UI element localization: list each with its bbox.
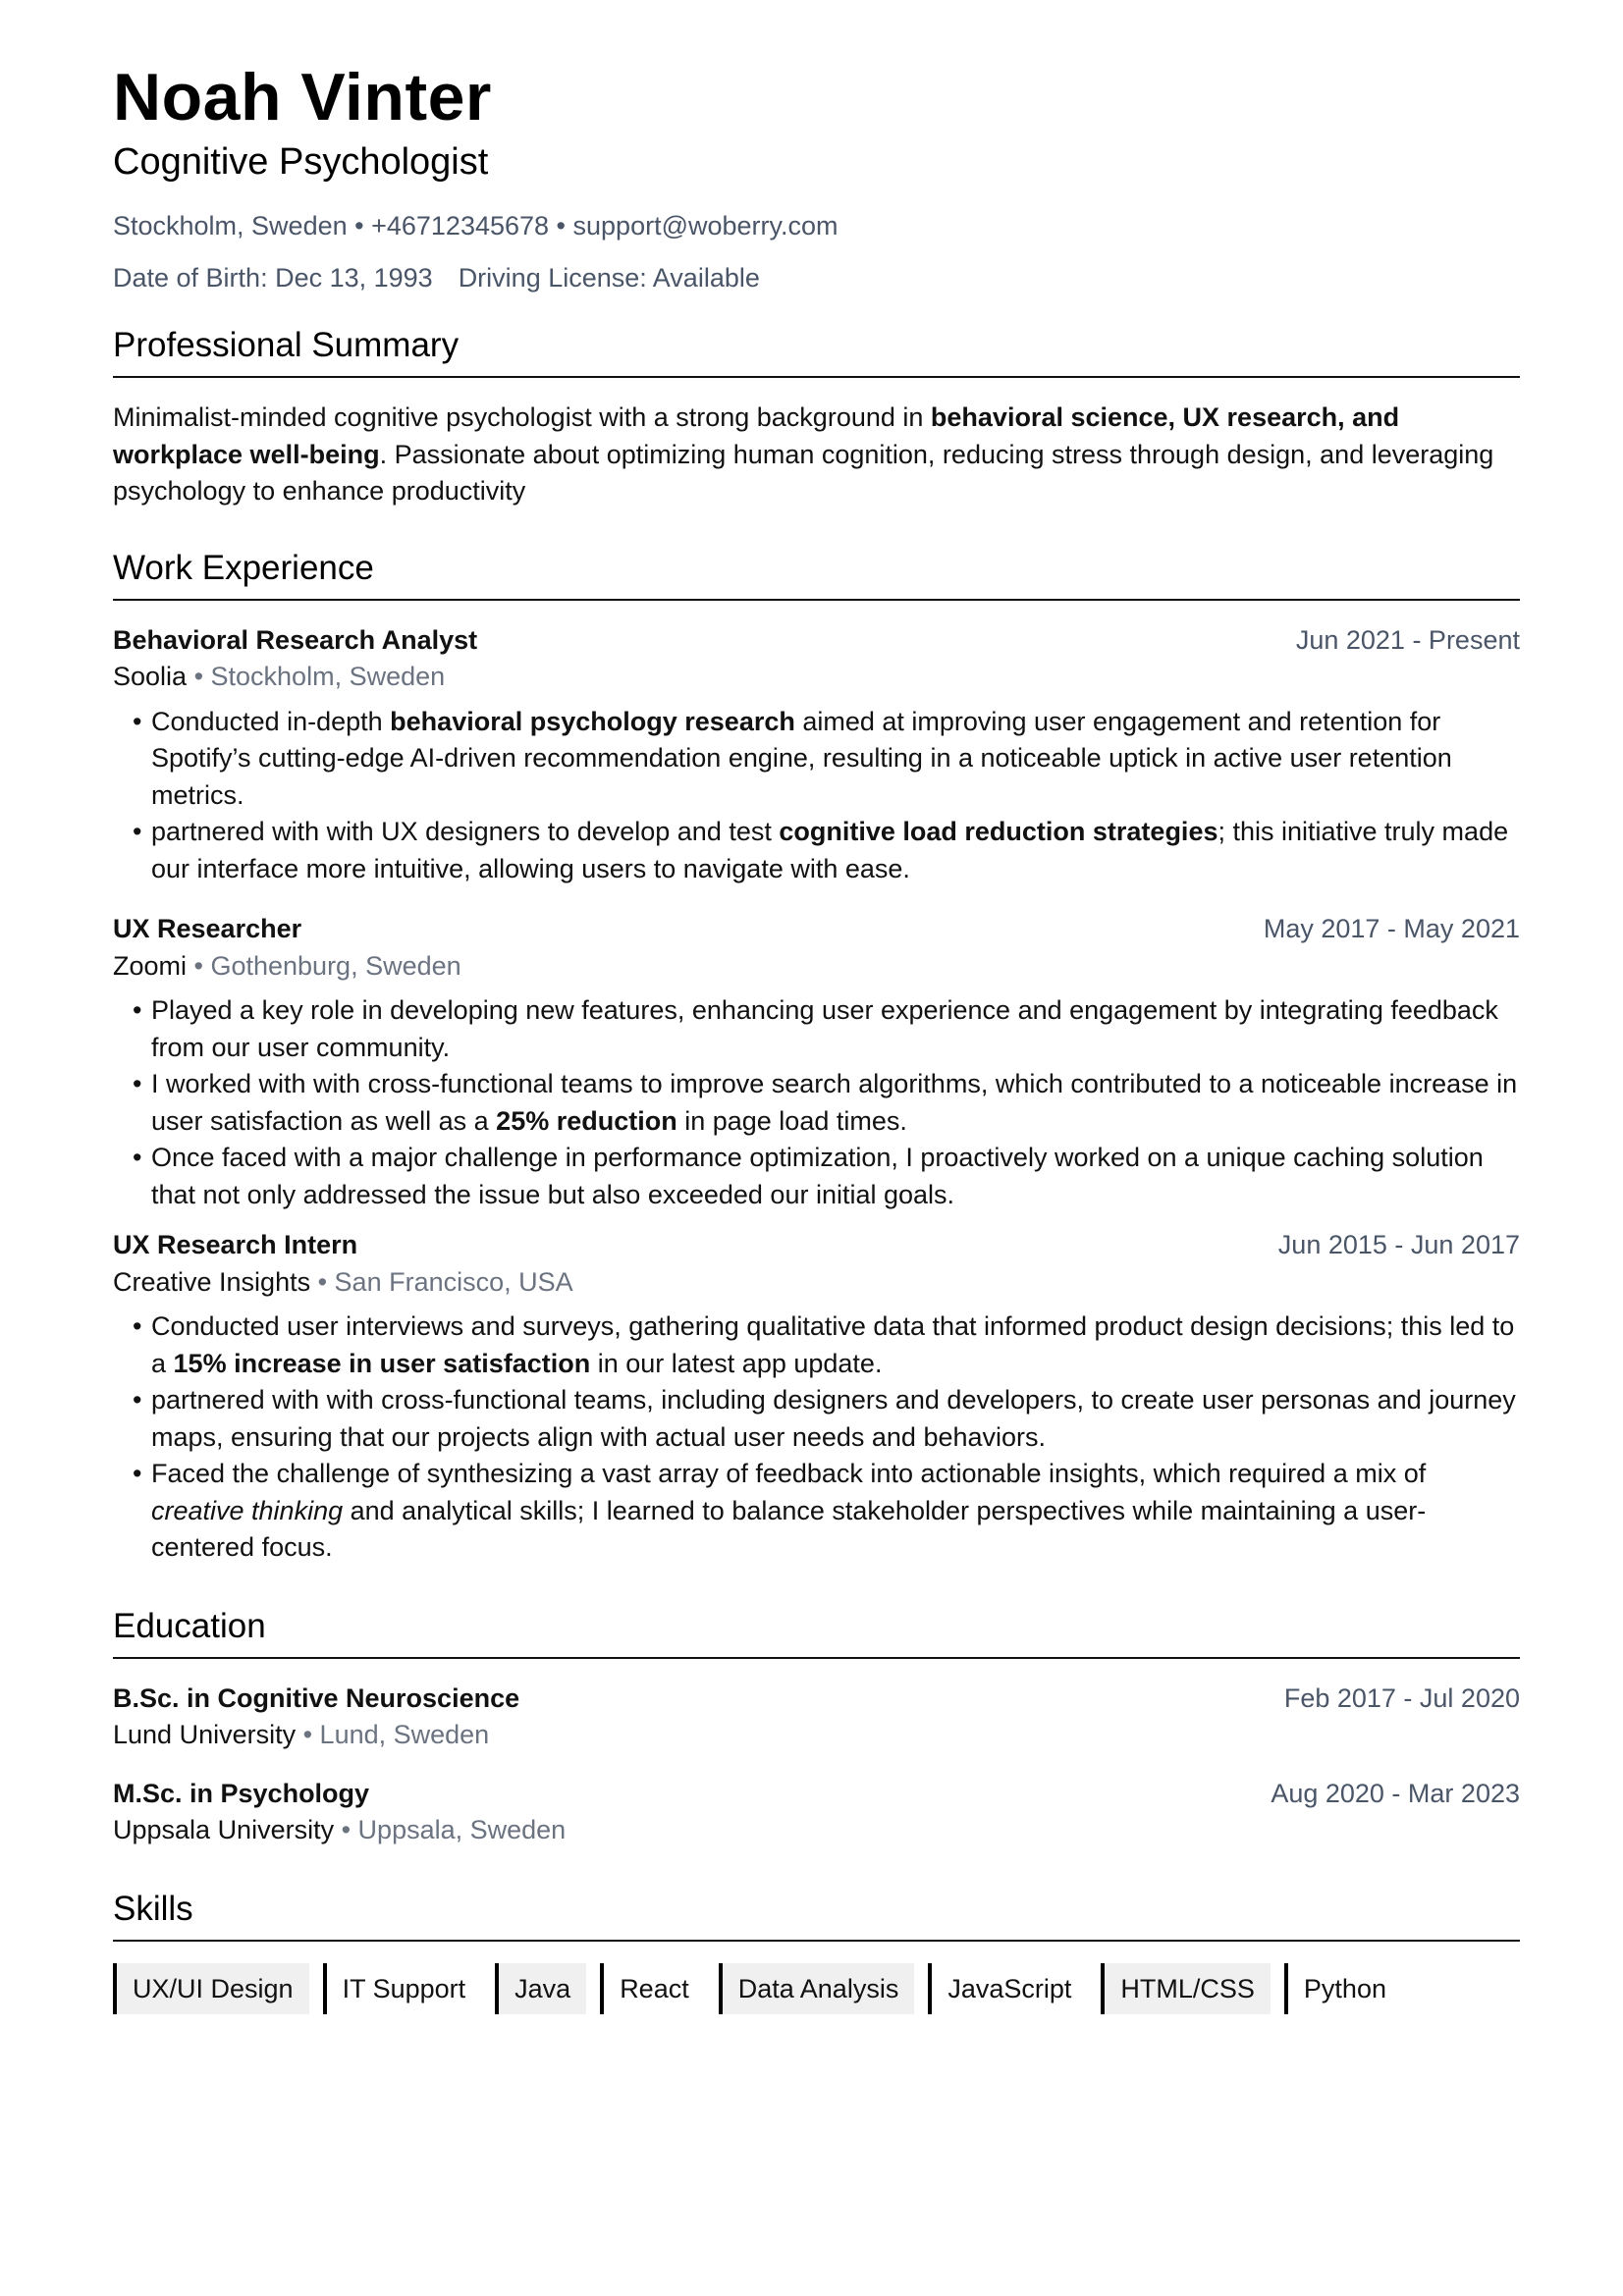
skill-tag: IT Support [323, 1963, 482, 2014]
skill-tag: UX/UI Design [113, 1963, 309, 2014]
skills-list [113, 1963, 1520, 2014]
experience-entry [113, 622, 1520, 888]
skill-tag: Python [1284, 1963, 1402, 2014]
company-location: • San Francisco, USA [310, 1266, 573, 1297]
achievement-item: • I worked with with cross-functional teams to improve search algorithms, which contributed to a noticeable increase in user satisfaction as well as a 25% reduction in page load times. [113, 1066, 1520, 1140]
date-range: May 2017 - May 2021 [1263, 914, 1520, 944]
education-entry [113, 1776, 1520, 1849]
company-name: Zoomi [113, 950, 188, 981]
resume-page [113, 61, 1520, 2014]
date-range: Jun 2015 - Jun 2017 [1277, 1230, 1520, 1260]
experience-entry [113, 1227, 1520, 1567]
company-location: • Stockholm, Sweden [187, 662, 446, 692]
role-title: UX Research Intern [113, 1230, 358, 1260]
section-divider [113, 599, 1520, 601]
school-name: Lund University [113, 1720, 297, 1750]
date-range: Jun 2021 - Present [1295, 624, 1520, 655]
company-name: Soolia [113, 662, 188, 692]
school-location: • Uppsala, Sweden [334, 1815, 567, 1845]
achievement-item: • Played a key role in developing new features, enhancing user experience and engagement by integrating feedback from our user community. [113, 992, 1520, 1066]
date-range: Aug 2020 - Mar 2023 [1271, 1778, 1520, 1808]
skill-tag: Java [495, 1963, 586, 2014]
section-divider [113, 1657, 1520, 1659]
achievement-item: • Conducted user interviews and surveys, gathering qualitative data that informed product design decisions; this led to a 15% increase in user satisfaction in our latest app update. [113, 1308, 1520, 1382]
skill-tag: JavaScript [928, 1963, 1087, 2014]
contact-location: Stockholm, Sweden [113, 211, 348, 241]
section-title-education: Education [113, 1606, 266, 1645]
section-divider [113, 376, 1520, 378]
company-name: Creative Insights [113, 1266, 311, 1297]
achievement-item: • partnered with with cross-functional teams, including designers and developers, to create user personas and journey maps, ensuring that our projects align with actual user needs and behaviors. [113, 1382, 1520, 1456]
section-title-summary: Professional Summary [113, 326, 460, 365]
section-title-experience: Work Experience [113, 548, 374, 587]
personal-details-line [113, 262, 1520, 294]
separator: • [549, 211, 573, 241]
skill-tag: React [600, 1963, 705, 2014]
education-entry [113, 1681, 1520, 1754]
section-divider [113, 1940, 1520, 1942]
contact-line [113, 210, 1520, 241]
degree-title: B.Sc. in Cognitive Neuroscience [113, 1682, 520, 1713]
candidate-name: Noah Vinter [113, 60, 492, 134]
achievement-item: • Conducted in-depth behavioral psychology research aimed at improving user engagement and retention for Spotify’s cutting-edge AI-driven recommendation engine, resulting in a noticeable uptick in active user retention metrics. [113, 704, 1520, 815]
section-title-skills: Skills [113, 1889, 193, 1928]
skills-section [113, 1889, 1520, 2014]
achievement-list [113, 992, 1520, 1213]
role-title: UX Researcher [113, 914, 302, 944]
achievement-item: • Faced the challenge of synthesizing a vast array of feedback into actionable insights, which required a mix of creative thinking and analytical skills; I learned to balance stakeholder perspectives while maintaining a user-centered focus. [113, 1456, 1520, 1567]
job-title: Cognitive Psychologist [113, 140, 489, 183]
skill-tag: Data Analysis [719, 1963, 915, 2014]
school-location: • Lund, Sweden [296, 1720, 490, 1750]
experience-entry [113, 911, 1520, 1213]
skill-tag: HTML/CSS [1101, 1963, 1271, 2014]
degree-title: M.Sc. in Psychology [113, 1778, 370, 1808]
driving-license: Driving License: Available [458, 262, 760, 293]
achievement-item: • partnered with with UX designers to develop and test cognitive load reduction strategies; this initiative truly made our interface more intuitive, allowing users to navigate with ease. [113, 814, 1520, 887]
date-range: Feb 2017 - Jul 2020 [1283, 1682, 1520, 1713]
role-title: Behavioral Research Analyst [113, 624, 478, 655]
achievement-item: • Once faced with a major challenge in performance optimization, I proactively worked on a unique caching solution that not only addressed the issue but also exceeded our initial goals. [113, 1140, 1520, 1213]
achievement-list [113, 704, 1520, 888]
contact-email[interactable]: support@woberry.com [572, 211, 839, 241]
summary-section [113, 325, 1520, 510]
contact-phone[interactable]: +46712345678 [371, 211, 550, 241]
achievement-list [113, 1308, 1520, 1567]
education-section [113, 1606, 1520, 1849]
date-of-birth: Date of Birth: Dec 13, 1993 [113, 262, 433, 293]
summary-text: Minimalist-minded cognitive psychologist with a strong background in behavioral science, UX research, and workplace well-being. Passionate about optimizing human cognition, reducing stress through design, and leveraging psychology to enhance productivity [113, 402, 1494, 507]
separator: • [347, 211, 372, 241]
school-name: Uppsala University [113, 1815, 335, 1845]
company-location: • Gothenburg, Sweden [187, 950, 461, 981]
experience-section [113, 548, 1520, 1567]
